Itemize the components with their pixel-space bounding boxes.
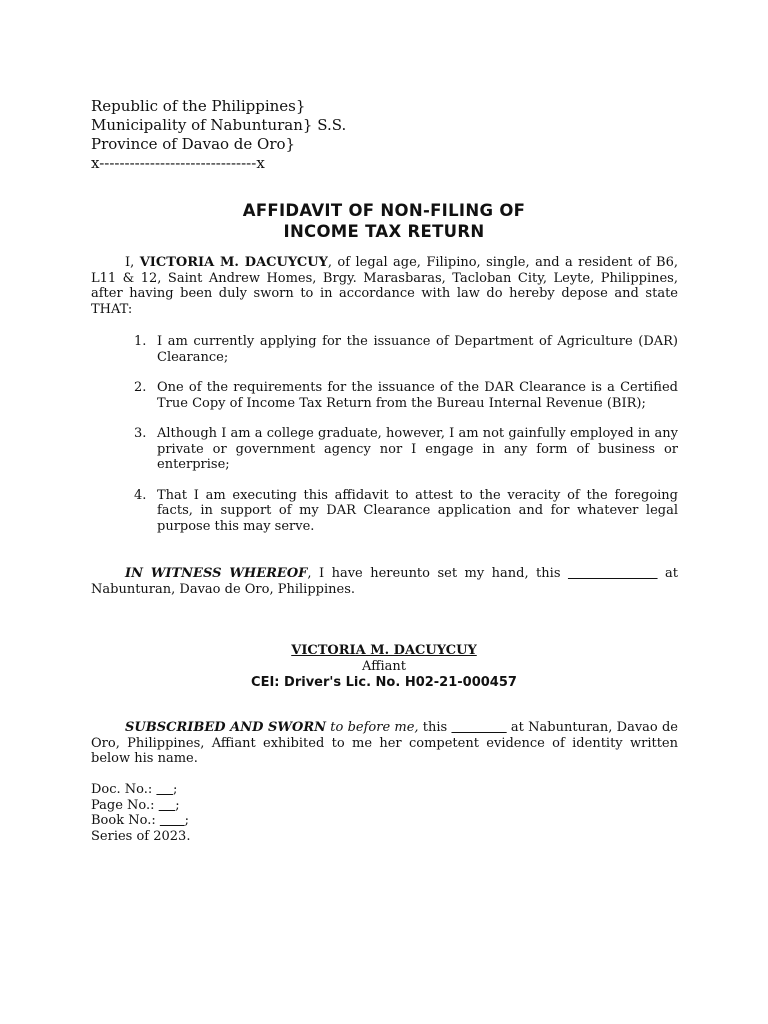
- signature-block: [0, 643, 768, 691]
- jurat-end: at Nabunturan, Davao de Oro, Philippines, Affiant exhibited to me her competent evidence of identity written below his name.: [91, 720, 678, 766]
- series-line: Series of 2023.: [91, 828, 191, 844]
- intro-paragraph: [91, 255, 678, 317]
- intro-rest: , of legal age, Filipino, single, and a resident of B6, L11 & 12, Saint Andrew Homes, Brgy. Marasbaras, Tacloban City, Leyte, Philippines, after having been duly sworn to in accordance with law do hereby depose and state THAT:: [91, 255, 678, 317]
- page-no-line: [91, 798, 190, 814]
- page-no-label: Page No.:: [91, 797, 159, 813]
- venue-header: [91, 97, 346, 173]
- list-item-text: Although I am a college graduate, however, I am not gainfully employed in any private or government agency nor I engage in any form of business or enterprise;: [157, 426, 678, 472]
- witness-lead: IN WITNESS WHEREOF: [125, 566, 308, 581]
- jurat-paragraph: [91, 720, 678, 767]
- doc-no-blank: [156, 782, 173, 797]
- witness-mid: , I have hereunto set my hand, this: [307, 566, 568, 581]
- doc-no-label: Doc. No.:: [91, 782, 157, 797]
- witness-end: at Nabunturan, Davao de Oro, Philippines.: [91, 566, 678, 597]
- venue-separator: x-------------------------------x: [91, 154, 265, 172]
- list-item-number: 1.: [134, 334, 147, 349]
- jurat-date-blank: [451, 720, 506, 735]
- venue-line-province: Province of Davao de Oro}: [91, 135, 296, 153]
- book-no-label: Book No.:: [91, 813, 160, 828]
- statement-list: [134, 334, 678, 549]
- affiant-role: Affiant: [362, 658, 406, 674]
- page-no-blank: [159, 798, 176, 813]
- list-item: [134, 334, 678, 365]
- jurat-mid: this: [418, 720, 452, 735]
- venue-line-municipality: Municipality of Nabunturan} S.S.: [91, 116, 347, 134]
- list-item-text: That I am executing this affidavit to attest to the veracity of the foregoing facts, in support of my DAR Clearance application and for whatever legal purpose this may serve.: [157, 487, 678, 534]
- intro-start: I,: [125, 255, 140, 270]
- doc-no-line: [91, 782, 190, 798]
- jurat-italic: to before me,: [326, 720, 419, 735]
- competent-evidence-id: CEI: Driver's Lic. No. H02-21-000457: [251, 675, 517, 690]
- list-item: [134, 426, 678, 473]
- venue-line-republic: Republic of the Philippines}: [91, 97, 306, 115]
- title-line-2: INCOME TAX RETURN: [283, 222, 485, 241]
- affiant-name-inline: VICTORIA M. DACUYCUY: [139, 255, 328, 270]
- document-title: [0, 200, 768, 242]
- list-item-text: One of the requirements for the issuance of the DAR Clearance is a Certified True Copy of Income Tax Return from the Bureau Internal Revenue (BIR);: [157, 380, 678, 411]
- jurat-lead: SUBSCRIBED AND SWORN: [125, 720, 327, 735]
- notarial-register: [91, 782, 190, 844]
- book-no-terminator: ;: [184, 813, 190, 828]
- title-line-1: AFFIDAVIT OF NON-FILING OF: [242, 201, 526, 220]
- doc-no-terminator: ;: [172, 782, 178, 797]
- witness-paragraph: [91, 566, 678, 597]
- list-item-number: 4.: [134, 487, 147, 503]
- list-item: [134, 488, 678, 535]
- list-item-text: I am currently applying for the issuance of Department of Agriculture (DAR) Clearance;: [157, 334, 678, 365]
- list-item: [134, 380, 678, 411]
- book-no-line: [91, 813, 190, 829]
- affiant-signature-name: VICTORIA M. DACUYCUY: [291, 643, 477, 658]
- list-item-number: 3.: [134, 426, 147, 441]
- list-item-number: 2.: [134, 380, 147, 395]
- book-no-blank: [160, 813, 185, 828]
- page-no-terminator: ;: [175, 797, 180, 813]
- witness-date-blank: [568, 566, 658, 581]
